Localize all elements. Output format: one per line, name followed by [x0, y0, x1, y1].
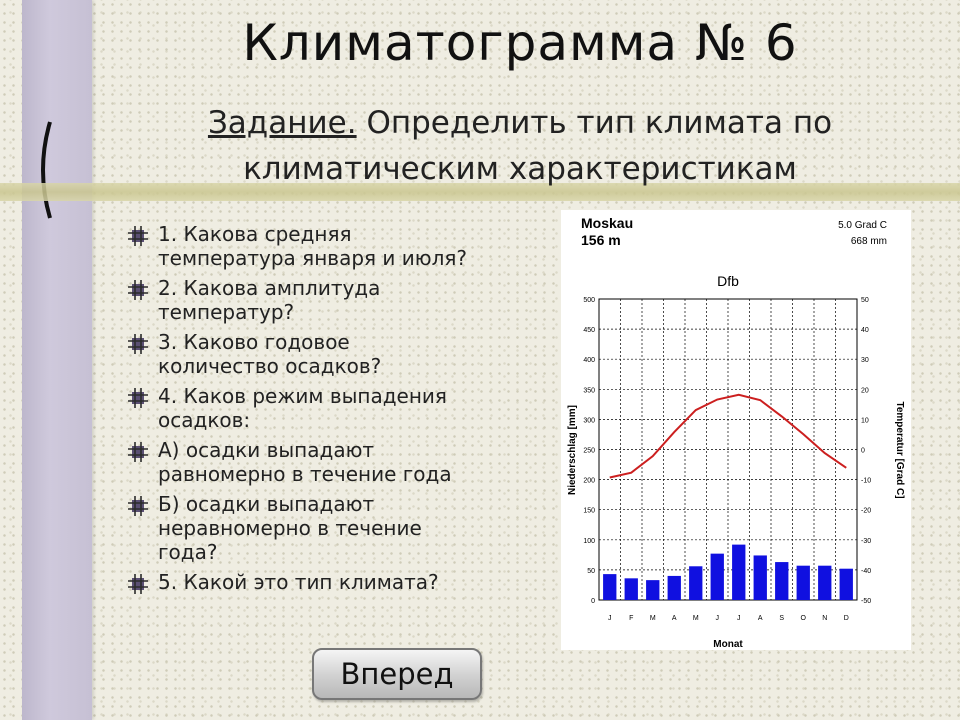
task-text-line1: Определить тип климата по: [366, 105, 833, 141]
annual-precipitation: 668 mm: [850, 236, 887, 247]
x-tick-label: J: [715, 615, 719, 622]
question-item: [126, 570, 546, 594]
precip-bar: [797, 566, 810, 600]
hash-bullet-icon: [126, 494, 150, 518]
y-axis-right-label: Temperatur [Grad C]: [894, 401, 905, 499]
climate-chart-panel: [561, 210, 911, 650]
x-tick-label: A: [757, 615, 763, 622]
x-tick-label: J: [737, 615, 741, 622]
y-tick-right: -40: [861, 567, 872, 575]
y-tick-right: 40: [861, 327, 869, 335]
question-item: [126, 384, 546, 432]
hash-bullet-icon: [126, 278, 150, 302]
x-tick-label: M: [649, 615, 656, 622]
question-item: [126, 276, 546, 324]
annual-temperature: 5.0 Grad C: [838, 220, 887, 231]
y-tick-left: 500: [583, 297, 595, 304]
question-line: 2. Какова амплитуда: [158, 276, 381, 300]
x-tick-label: F: [629, 615, 634, 622]
question-line: А) осадки выпадают: [158, 438, 375, 462]
y-tick-right: 0: [861, 447, 865, 455]
y-tick-left: 250: [583, 447, 595, 455]
y-tick-left: 100: [583, 537, 595, 545]
hash-bullet-icon: [126, 224, 150, 248]
hash-bullet-icon: [126, 332, 150, 356]
question-item: [126, 222, 546, 270]
question-line: неравномерно в течение: [158, 516, 422, 540]
y-tick-right: -50: [861, 598, 872, 605]
question-item: [126, 492, 546, 564]
y-tick-right: -20: [861, 507, 872, 515]
question-line: 3. Каково годовое: [158, 330, 350, 354]
y-tick-right: 20: [861, 387, 869, 395]
precip-bar: [689, 566, 702, 600]
question-line: температур?: [158, 300, 295, 324]
question-line: 4. Каков режим выпадения: [158, 384, 447, 408]
precip-bar: [668, 576, 681, 600]
precip-bar: [625, 578, 638, 600]
question-line: 1. Какова средняя: [158, 222, 352, 246]
x-tick-label: S: [779, 615, 785, 622]
x-tick-label: O: [800, 615, 806, 622]
y-tick-left: 50: [587, 567, 595, 575]
y-tick-right: 10: [861, 417, 869, 425]
x-tick-label: A: [671, 615, 677, 622]
precip-bar: [840, 569, 853, 600]
hash-bullet-icon: [126, 386, 150, 410]
y-tick-right: 30: [861, 357, 869, 365]
question-line: осадков:: [158, 408, 251, 432]
x-tick-label: J: [608, 615, 612, 622]
question-line: 5. Какой это тип климата?: [158, 570, 439, 594]
x-tick-label: N: [822, 615, 828, 622]
hash-bullet-icon: [126, 440, 150, 464]
precip-bar: [818, 566, 831, 600]
climate-classification: Dfb: [717, 273, 739, 289]
precip-bar: [732, 545, 745, 600]
y-tick-right: -30: [861, 537, 872, 545]
y-tick-left: 150: [583, 507, 595, 515]
y-tick-right: -10: [861, 477, 872, 485]
question-line: года?: [158, 540, 218, 564]
y-tick-left: 350: [583, 387, 595, 395]
climate-chart: [561, 210, 911, 650]
y-tick-left: 200: [583, 477, 595, 485]
hash-bullet-icon: [126, 572, 150, 596]
station-elevation: 156 m: [581, 232, 621, 248]
y-tick-left: 450: [583, 327, 595, 335]
precip-bar: [711, 554, 724, 600]
task-text-line2: климатическим характеристикам: [243, 151, 797, 187]
question-item: [126, 438, 546, 486]
y-tick-right: 50: [861, 297, 869, 304]
task-subtitle: [130, 100, 910, 192]
y-tick-left: 0: [591, 598, 595, 605]
precip-bar: [775, 562, 788, 600]
question-item: [126, 330, 546, 378]
question-line: Б) осадки выпадают: [158, 492, 375, 516]
station-name: Moskau: [581, 215, 634, 231]
x-tick-label: M: [692, 615, 699, 622]
x-axis-label: Monat: [713, 639, 743, 650]
decorative-side-strip: [22, 0, 92, 720]
y-tick-left: 300: [583, 417, 595, 425]
question-line: равномерно в течение года: [158, 462, 452, 486]
next-button[interactable]: Вперед: [312, 648, 482, 700]
precip-bar: [754, 555, 767, 600]
question-line: количество осадков?: [158, 354, 382, 378]
page-title: Климатограмма № 6: [242, 14, 798, 72]
task-label: Задание.: [207, 105, 357, 141]
y-axis-left-label: Niederschlag [mm]: [567, 404, 578, 496]
precip-bar: [646, 580, 659, 600]
question-line: температура января и июля?: [158, 246, 468, 270]
question-list: [126, 222, 546, 600]
bracket-ornament: [34, 120, 54, 220]
x-tick-label: D: [843, 615, 849, 622]
precip-bar: [603, 574, 616, 600]
y-tick-left: 400: [583, 357, 595, 365]
